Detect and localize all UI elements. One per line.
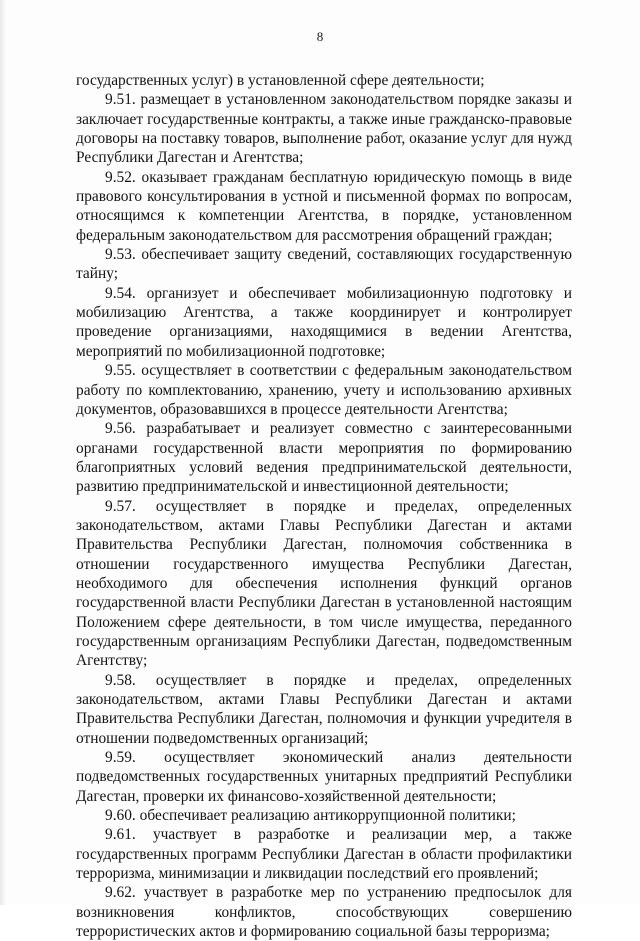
paragraph-9-58: 9.58. осуществляет в порядке и пределах, определенных законодательством, актами Главы Республики Дагестан и актами Правительства Республики Дагестан, полномочия и функции учредителя в отношении подведомственных организаций; bbox=[76, 671, 572, 747]
document-body bbox=[76, 71, 572, 941]
paragraph-9-53: 9.53. обеспечивает защиту сведений, составляющих государственную тайну; bbox=[76, 246, 572, 283]
page-number: 8 bbox=[316, 29, 324, 44]
paragraph-9-55: 9.55. осуществляет в соответствии с федеральным законодательством работу по комплектованию, хранению, учету и использованию архивных документов, образовавшихся в процессе деятельности Агентства; bbox=[76, 362, 572, 418]
paragraph-9-60: 9.60. обеспечивает реализацию антикоррупционной политики; bbox=[105, 807, 516, 825]
paragraph-9-57: 9.57. осуществляет в порядке и пределах, определенных законодательством, актами Главы Республики Дагестан и актами Правительства Республики Дагестан, полномочия собственника в отношении государственного имущества Республики Дагестан, необходимого для обеспечения исполнения функций органов государственной власти Республики Дагестан в установленной настоящим Положением сфере деятельности, в том числе имущества, переданного государственным организациям Республики Дагестан, подведомственным Агентству; bbox=[76, 497, 572, 670]
paragraph-9-61: 9.61. участвует в разработке и реализации мер, а также государственных программ Республики Дагестан в области профилактики терроризма, минимизации и ликвидации последствий его проявлений; bbox=[76, 826, 572, 883]
paragraph-continuation: государственных услуг) в установленной сфере деятельности; bbox=[76, 72, 485, 89]
paragraph-9-59: 9.59. осуществляет экономический анализ деятельности подведомственных государственных унитарных предприятий Республики Дагестан, проверки их финансово-хозяйственной деятельности; bbox=[76, 749, 572, 805]
paragraph-9-62: 9.62. участвует в разработке мер по устранению предпосылок для возникновения конфликтов, способствующих совершению террористических актов и формированию социальной базы терроризма; bbox=[76, 884, 572, 941]
scan-edge-shadow bbox=[0, 0, 6, 905]
paragraph-9-56: 9.56. разрабатывает и реализует совместно с заинтересованными органами государственной власти мероприятия по формированию благоприятных условий ведения предпринимательской деятельности, развитию предпринимательской и инвестиционной деятельности; bbox=[76, 420, 572, 496]
paragraph-9-52: 9.52. оказывает гражданам бесплатную юридическую помощь в виде правового консультирования в устной и письменной формах по вопросам, относящимся к компетенции Агентства, в порядке, установленном федеральным законодательством для рассмотрения обращений граждан; bbox=[76, 168, 572, 244]
paragraph-9-51: 9.51. размещает в установленном законодательством порядке заказы и заключает государственные контракты, а также иные гражданско-правовые договоры на поставку товаров, выполнение работ, оказание услуг для нужд Республики Дагестан и Агентства; bbox=[76, 91, 572, 167]
paragraph-9-54: 9.54. организует и обеспечивает мобилизационную подготовку и мобилизацию Агентства, а также координирует и контролирует проведение организациями, находящимися в ведении Агентства, мероприятий по мобилизационной подготовке; bbox=[76, 284, 572, 360]
